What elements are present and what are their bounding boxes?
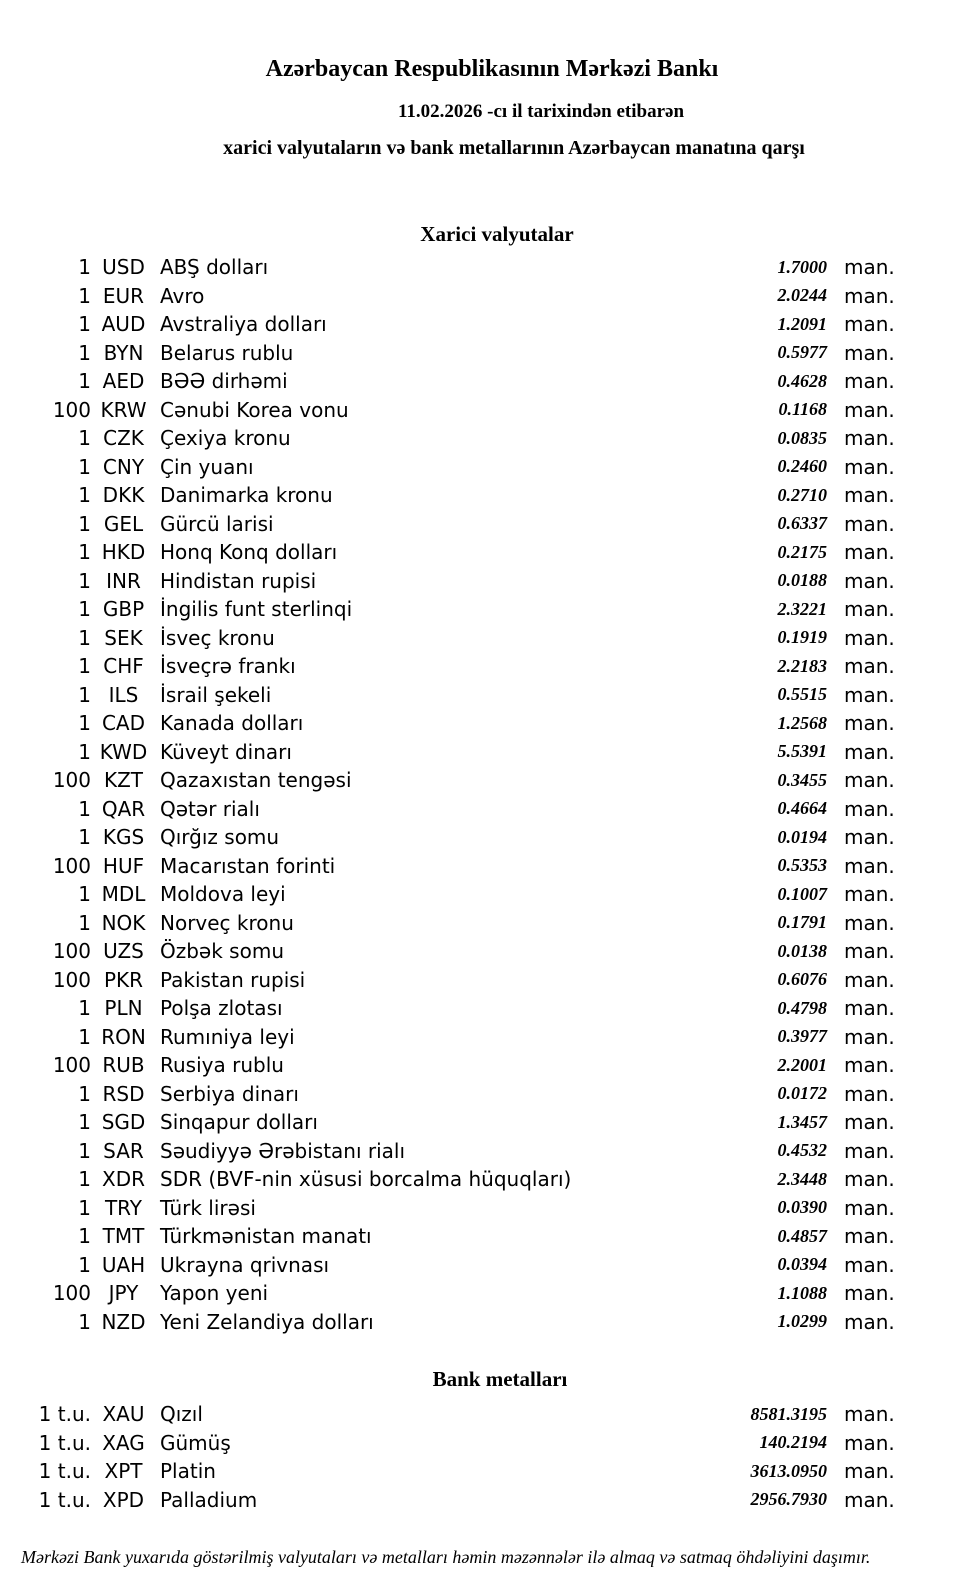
- currency-name: BƏƏ dirhəmi: [160, 369, 288, 394]
- disclaimer-text: Mərkəzi Bank yuxarıda göstərilmiş valyutaları və metalları həmin məzənnələr ilə almaq və satmaq öhdəliyini daşımır.: [21, 1547, 871, 1567]
- currency-name: Küveyt dinarı: [160, 739, 292, 764]
- unit-label: man.: [844, 853, 895, 878]
- rate-row: [0, 1279, 960, 1308]
- unit-label: man.: [844, 369, 895, 394]
- currency-code: RSD: [102, 1081, 145, 1106]
- unit-label: man.: [844, 682, 895, 707]
- rate-row: [0, 1165, 960, 1194]
- currency-name: Gümüş: [160, 1430, 231, 1455]
- currency-code: KZT: [103, 768, 144, 793]
- rate-row: [0, 880, 960, 909]
- rate-value: 0.1168: [778, 399, 827, 420]
- rate-row: [0, 1222, 960, 1251]
- currency-code: CHF: [103, 654, 144, 679]
- unit-label: man.: [844, 625, 895, 650]
- currency-name: İsveç kronu: [160, 625, 275, 650]
- unit-amount: 1: [78, 682, 91, 707]
- rate-value: 0.5515: [777, 684, 827, 705]
- rate-value: 140.2194: [759, 1432, 827, 1453]
- currency-name: Qətər rialı: [160, 796, 260, 821]
- unit-label: man.: [844, 568, 895, 593]
- unit-amount: 1: [78, 996, 91, 1021]
- unit-amount: 1: [78, 1195, 91, 1220]
- currency-name: İsveçrə frankı: [160, 654, 296, 679]
- rate-row: [0, 681, 960, 710]
- unit-label: man.: [844, 1459, 895, 1484]
- rate-value: 3613.0950: [750, 1460, 827, 1481]
- currency-name: ABŞ dolları: [160, 255, 269, 280]
- unit-amount: 1: [78, 739, 91, 764]
- rate-value: 0.6076: [777, 969, 827, 990]
- currency-code: CAD: [101, 711, 146, 736]
- unit-amount: 1: [78, 1224, 91, 1249]
- unit-amount: 1: [78, 283, 91, 308]
- currency-name: Qazaxıstan tengəsi: [160, 768, 352, 793]
- currency-name: Platin: [160, 1459, 216, 1484]
- currency-name: Avro: [160, 283, 205, 308]
- unit-label: man.: [844, 1430, 895, 1455]
- currency-name: Sinqapur dolları: [160, 1110, 318, 1135]
- currency-code: XDR: [102, 1167, 145, 1192]
- rate-value: 0.5977: [777, 342, 827, 363]
- unit-amount: 1: [78, 625, 91, 650]
- rate-value: 0.0172: [777, 1083, 827, 1104]
- currency-code: DKK: [102, 483, 145, 508]
- rate-row: [0, 766, 960, 795]
- currency-name: İngilis funt sterlinqi: [160, 597, 353, 622]
- unit-label: man.: [844, 1081, 895, 1106]
- effective-date: 11.02.2026 -cı il tarixindən etibarən: [397, 101, 685, 122]
- unit-label: man.: [844, 1252, 895, 1277]
- rate-value: 0.0194: [777, 826, 827, 847]
- currency-code: ILS: [108, 682, 139, 707]
- currency-name: Pakistan rupisi: [160, 967, 306, 992]
- rate-value: 0.6337: [777, 513, 827, 534]
- rate-value: 2.2183: [777, 655, 827, 676]
- rate-row: [0, 1194, 960, 1223]
- currency-name: Serbiya dinarı: [160, 1081, 299, 1106]
- currency-code: EUR: [102, 283, 145, 308]
- unit-label: man.: [844, 1053, 895, 1078]
- currency-code: RON: [101, 1024, 146, 1049]
- rate-value: 0.0138: [777, 940, 827, 961]
- metals-section-title: Bank metalları: [432, 1367, 568, 1391]
- rate-value: 0.2460: [777, 456, 827, 477]
- currency-code: KRW: [100, 397, 147, 422]
- currency-name: Danimarka kronu: [160, 483, 333, 508]
- rate-value: 0.4628: [777, 370, 827, 391]
- unit-label: man.: [844, 1110, 895, 1135]
- currency-code: AUD: [101, 312, 146, 337]
- currency-name: SDR (BVF-nin xüsusi borcalma hüquqları): [160, 1167, 572, 1192]
- rate-value: 0.4532: [777, 1140, 827, 1161]
- rate-row: [0, 1400, 960, 1429]
- currency-name: Qırğız somu: [160, 825, 280, 850]
- currency-code: AED: [102, 369, 145, 394]
- unit-amount: 1: [78, 711, 91, 736]
- currency-code: XPT: [104, 1459, 143, 1484]
- unit-label: man.: [844, 511, 895, 536]
- unit-label: man.: [844, 397, 895, 422]
- unit-label: man.: [844, 1309, 895, 1334]
- currency-code: SGD: [101, 1110, 146, 1135]
- unit-amount: 1: [78, 1167, 91, 1192]
- rate-row: [0, 510, 960, 539]
- rate-row: [0, 937, 960, 966]
- rate-row: [0, 909, 960, 938]
- rate-value: 1.7000: [777, 256, 827, 277]
- rate-row: [0, 795, 960, 824]
- unit-label: man.: [844, 597, 895, 622]
- rate-value: 0.1919: [777, 627, 827, 648]
- currency-code: HKD: [101, 540, 146, 565]
- currency-code: QAR: [101, 796, 146, 821]
- rate-value: 5.5391: [777, 741, 827, 762]
- currency-name: Polşa zlotası: [160, 996, 283, 1021]
- unit-label: man.: [844, 967, 895, 992]
- currency-code: KWD: [99, 739, 148, 764]
- unit-amount: 1: [78, 568, 91, 593]
- rate-value: 0.3455: [777, 769, 827, 790]
- currency-name: Moldova leyi: [160, 882, 286, 907]
- rate-row: [0, 538, 960, 567]
- currency-code: HUF: [102, 853, 145, 878]
- currency-name: Hindistan rupisi: [160, 568, 317, 593]
- currency-name: Norveç kronu: [160, 910, 294, 935]
- currency-code: GEL: [103, 511, 144, 536]
- rate-value: 0.4798: [777, 997, 827, 1018]
- unit-amount: 1: [78, 1024, 91, 1049]
- currency-code: TMT: [102, 1224, 145, 1249]
- rate-row: [0, 310, 960, 339]
- unit-label: man.: [844, 483, 895, 508]
- rate-value: 1.3457: [777, 1111, 827, 1132]
- currency-code: CZK: [103, 426, 144, 451]
- unit-amount: 1 t.u.: [38, 1459, 91, 1484]
- unit-amount: 1: [78, 654, 91, 679]
- currency-code: CNY: [102, 454, 145, 479]
- rate-value: 0.4857: [777, 1225, 827, 1246]
- unit-amount: 1 t.u.: [38, 1430, 91, 1455]
- unit-label: man.: [844, 340, 895, 365]
- unit-label: man.: [844, 283, 895, 308]
- currency-code: SEK: [104, 625, 143, 650]
- rate-row: [0, 1308, 960, 1337]
- rate-value: 0.0394: [777, 1254, 827, 1275]
- unit-amount: 1: [78, 1138, 91, 1163]
- rate-row: [0, 396, 960, 425]
- unit-amount: 1: [78, 1081, 91, 1106]
- currency-code: MDL: [101, 882, 146, 907]
- currency-code: NZD: [101, 1309, 146, 1334]
- unit-label: man.: [844, 1024, 895, 1049]
- currency-name: Yapon yeni: [160, 1281, 269, 1306]
- currency-code: TRY: [104, 1195, 143, 1220]
- unit-amount: 1: [78, 255, 91, 280]
- currency-code: INR: [106, 568, 141, 593]
- currency-code: XAU: [102, 1402, 145, 1427]
- rate-row: [0, 852, 960, 881]
- rate-value: 2.2001: [777, 1054, 827, 1075]
- unit-amount: 1: [78, 825, 91, 850]
- rate-row: [0, 1051, 960, 1080]
- unit-amount: 1: [78, 483, 91, 508]
- unit-label: man.: [844, 1487, 895, 1512]
- unit-label: man.: [844, 426, 895, 451]
- unit-label: man.: [844, 711, 895, 736]
- rate-row: [0, 1080, 960, 1109]
- page-title: Azərbaycan Respublikasının Mərkəzi Bankı: [265, 56, 719, 82]
- currency-name: Palladium: [160, 1487, 258, 1512]
- unit-label: man.: [844, 540, 895, 565]
- unit-amount: 1: [78, 882, 91, 907]
- unit-label: man.: [844, 768, 895, 793]
- currency-name: Kanada dolları: [160, 711, 304, 736]
- rate-value: 0.0188: [777, 570, 827, 591]
- rate-value: 0.2175: [777, 541, 827, 562]
- currency-code: UAH: [101, 1252, 146, 1277]
- rate-row: [0, 1486, 960, 1515]
- currency-name: Cənubi Korea vonu: [160, 397, 349, 422]
- currency-name: Honq Konq dolları: [160, 540, 338, 565]
- currency-name: Çexiya kronu: [160, 426, 291, 451]
- rate-row: [0, 738, 960, 767]
- currency-code: NOK: [101, 910, 146, 935]
- unit-amount: 100: [52, 853, 91, 878]
- rate-row: [0, 595, 960, 624]
- unit-amount: 1 t.u.: [38, 1487, 91, 1512]
- unit-label: man.: [844, 1224, 895, 1249]
- rate-value: 0.4664: [777, 798, 827, 819]
- rate-row: [0, 1251, 960, 1280]
- rate-row: [0, 339, 960, 368]
- unit-label: man.: [844, 454, 895, 479]
- unit-label: man.: [844, 1402, 895, 1427]
- unit-amount: 100: [52, 1053, 91, 1078]
- rate-row: [0, 567, 960, 596]
- unit-amount: 1: [78, 426, 91, 451]
- unit-label: man.: [844, 739, 895, 764]
- currency-name: Səudiyyə Ərəbistanı rialı: [160, 1138, 406, 1163]
- currency-name: Rumıniya leyi: [160, 1024, 295, 1049]
- rate-row: [0, 994, 960, 1023]
- rate-row: [0, 1023, 960, 1052]
- rate-row: [0, 282, 960, 311]
- currency-code: KGS: [102, 825, 145, 850]
- rate-value: 0.1791: [777, 912, 827, 933]
- currency-rates-table: [0, 253, 960, 1336]
- rate-row: [0, 1457, 960, 1486]
- rate-value: 2.0244: [777, 285, 827, 306]
- rate-row: [0, 1137, 960, 1166]
- rate-row: [0, 1429, 960, 1458]
- currency-code: SAR: [103, 1138, 144, 1163]
- unit-amount: 1: [78, 1110, 91, 1135]
- rate-value: 2.3221: [777, 598, 827, 619]
- currency-code: BYN: [103, 340, 144, 365]
- currency-name: Rusiya rublu: [160, 1053, 284, 1078]
- rate-value: 1.2568: [777, 712, 827, 733]
- rate-row: [0, 652, 960, 681]
- currency-code: XPD: [102, 1487, 145, 1512]
- rate-row: [0, 481, 960, 510]
- unit-amount: 100: [52, 397, 91, 422]
- rate-row: [0, 709, 960, 738]
- rate-row: [0, 253, 960, 282]
- currency-name: Ukrayna qrivnası: [160, 1252, 330, 1277]
- rate-row: [0, 624, 960, 653]
- rate-value: 1.0299: [777, 1311, 827, 1332]
- unit-label: man.: [844, 1167, 895, 1192]
- unit-amount: 1: [78, 340, 91, 365]
- currency-name: İsrail şekeli: [160, 682, 272, 707]
- metal-rates-table: [0, 1400, 960, 1514]
- rate-value: 0.0390: [777, 1197, 827, 1218]
- unit-label: man.: [844, 996, 895, 1021]
- unit-label: man.: [844, 910, 895, 935]
- unit-amount: 1: [78, 312, 91, 337]
- unit-amount: 1: [78, 597, 91, 622]
- currency-name: Macarıstan forinti: [160, 853, 336, 878]
- rate-value: 0.2710: [777, 484, 827, 505]
- unit-amount: 1: [78, 910, 91, 935]
- unit-amount: 100: [52, 1281, 91, 1306]
- currency-name: Avstraliya dolları: [160, 312, 327, 337]
- rate-row: [0, 823, 960, 852]
- unit-amount: 1: [78, 1309, 91, 1334]
- rate-row: [0, 424, 960, 453]
- unit-label: man.: [844, 255, 895, 280]
- rate-row: [0, 367, 960, 396]
- currency-code: UZS: [103, 939, 144, 964]
- currency-name: Türk lirəsi: [160, 1195, 256, 1220]
- page-subtitle: xarici valyutaların və bank metallarının Azərbaycan manatına qarşı: [223, 137, 805, 159]
- unit-amount: 1: [78, 796, 91, 821]
- unit-label: man.: [844, 654, 895, 679]
- currency-code: RUB: [102, 1053, 145, 1078]
- unit-label: man.: [844, 1195, 895, 1220]
- currency-code: GBP: [102, 597, 145, 622]
- rate-value: 0.3977: [777, 1026, 827, 1047]
- unit-amount: 1: [78, 369, 91, 394]
- rate-value: 1.2091: [777, 313, 827, 334]
- rate-row: [0, 1108, 960, 1137]
- rate-row: [0, 966, 960, 995]
- unit-label: man.: [844, 796, 895, 821]
- rate-value: 0.1007: [777, 883, 827, 904]
- currencies-section-title: Xarici valyutalar: [420, 222, 574, 246]
- rate-value: 8581.3195: [750, 1403, 827, 1424]
- currency-code: JPY: [108, 1281, 139, 1306]
- currency-code: PKR: [103, 967, 144, 992]
- unit-label: man.: [844, 882, 895, 907]
- currency-name: Özbək somu: [160, 939, 284, 964]
- unit-amount: 1: [78, 1252, 91, 1277]
- currency-name: Belarus rublu: [160, 340, 294, 365]
- rate-value: 2956.7930: [750, 1489, 827, 1510]
- unit-amount: 1: [78, 454, 91, 479]
- currency-name: Türkmənistan manatı: [160, 1224, 372, 1249]
- rate-value: 2.3448: [777, 1168, 827, 1189]
- unit-amount: 100: [52, 939, 91, 964]
- unit-amount: 100: [52, 967, 91, 992]
- unit-label: man.: [844, 939, 895, 964]
- currency-code: XAG: [102, 1430, 145, 1455]
- rate-value: 0.5353: [777, 855, 827, 876]
- currency-name: Qızıl: [160, 1402, 203, 1427]
- currency-name: Çin yuanı: [160, 454, 254, 479]
- unit-amount: 1 t.u.: [38, 1402, 91, 1427]
- currency-name: Gürcü larisi: [160, 511, 274, 536]
- unit-label: man.: [844, 825, 895, 850]
- rate-value: 0.0835: [777, 427, 827, 448]
- currency-name: Yeni Zelandiya dolları: [160, 1309, 374, 1334]
- rate-value: 1.1088: [777, 1282, 827, 1303]
- rate-row: [0, 453, 960, 482]
- unit-amount: 100: [52, 768, 91, 793]
- unit-amount: 1: [78, 511, 91, 536]
- unit-label: man.: [844, 1138, 895, 1163]
- unit-amount: 1: [78, 540, 91, 565]
- currency-code: USD: [102, 255, 145, 280]
- unit-label: man.: [844, 1281, 895, 1306]
- currency-code: PLN: [104, 996, 143, 1021]
- unit-label: man.: [844, 312, 895, 337]
